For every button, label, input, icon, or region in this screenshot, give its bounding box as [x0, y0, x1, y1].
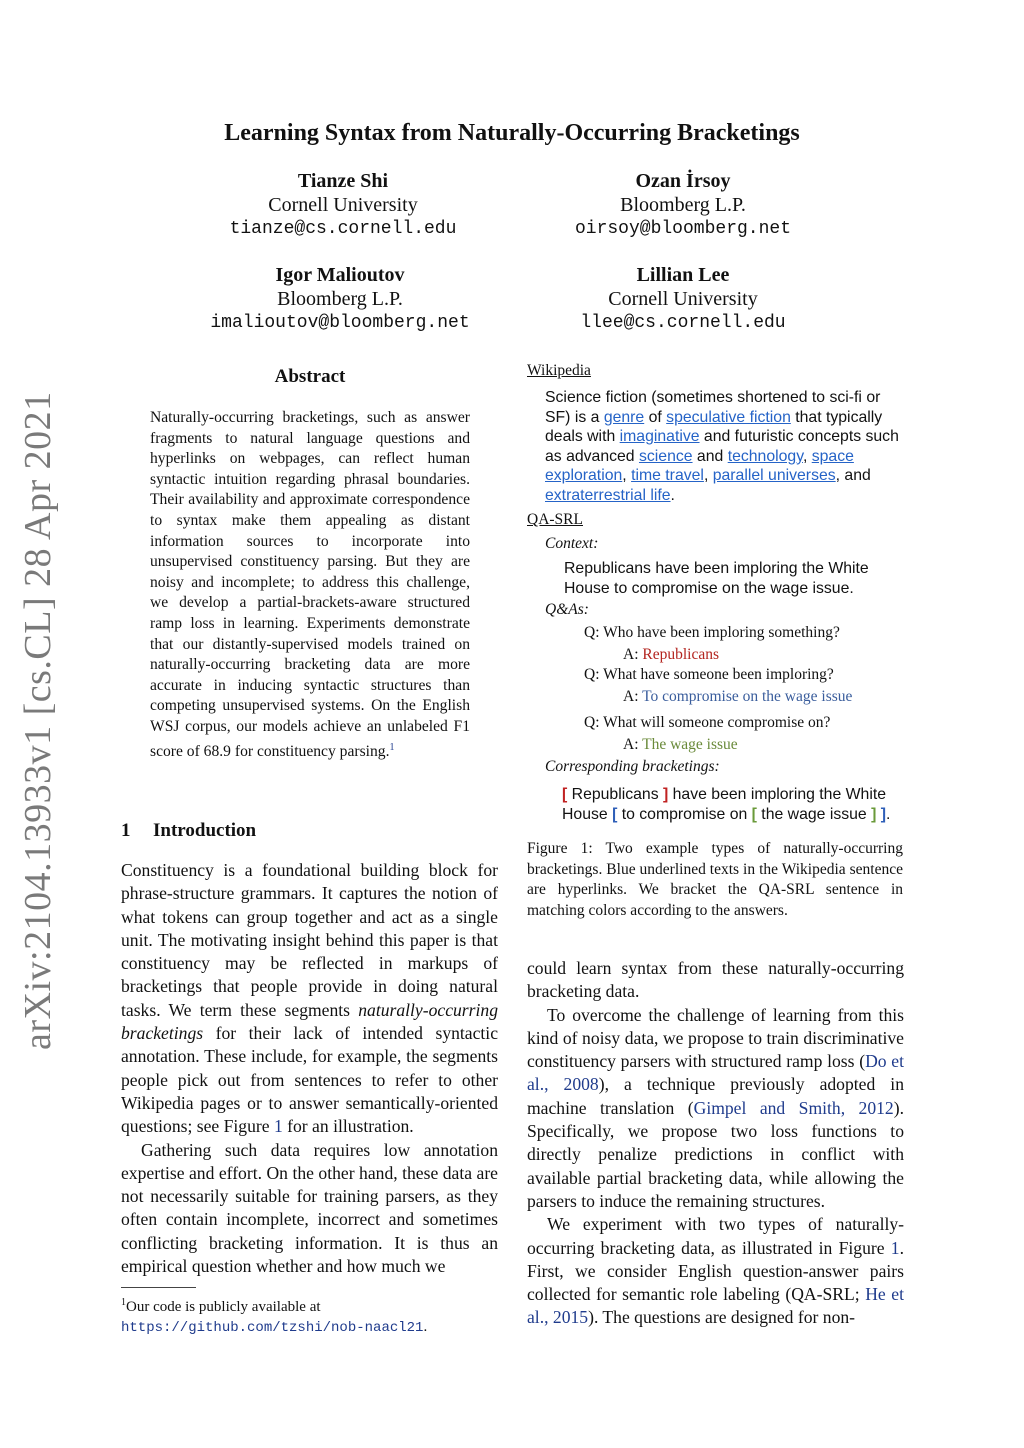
text-run: that typically deals with — [545, 408, 883, 445]
citation-do-2008[interactable]: Do et al., 2008 — [527, 1051, 904, 1095]
hyperlink-extraterrestrial-life[interactable]: extraterrestrial life — [545, 486, 671, 504]
qa-question-3: Q: What will someone compromise on? — [584, 714, 831, 731]
figure-wikipedia-label: Wikipedia — [527, 362, 591, 379]
abstract-text — [150, 408, 470, 762]
author-name: Ozan İrsoy — [635, 170, 731, 192]
author-name: Igor Malioutov — [275, 264, 405, 286]
author-email[interactable]: oirsoy@bloomberg.net — [574, 219, 792, 239]
author-affiliation: Bloomberg L.P. — [277, 288, 403, 310]
footnote-mark: 1 — [121, 1297, 126, 1308]
text-run: and — [692, 447, 728, 465]
paper-title: Learning Syntax from Naturally-Occurring Bracketings — [224, 120, 800, 146]
text-run: . — [670, 486, 675, 504]
section-title: Introduction — [153, 820, 257, 841]
author-block-2 — [503, 169, 863, 241]
paragraph — [527, 1213, 904, 1329]
footnote-text: Our code is publicly available at — [126, 1299, 321, 1315]
citation-gimpel-smith-2012[interactable]: Gimpel and Smith, 2012 — [693, 1097, 894, 1118]
intro-body — [121, 859, 498, 1278]
bracket-open-red: [ — [562, 786, 568, 803]
text-run: To overcome the challenge of learning from this kind of noisy data, we propose to train discriminative constituency parsers with structured ramp loss ( — [527, 1004, 904, 1072]
figure-qas-label: Q&As: — [545, 601, 589, 618]
text-run: ), a technique previously adopted in machine translation ( — [527, 1074, 904, 1118]
author-affiliation: Bloomberg L.P. — [620, 194, 746, 216]
answer-text: To compromise on the wage issue — [642, 688, 853, 705]
hyperlink-speculative-fiction[interactable]: speculative fiction — [666, 408, 791, 426]
qa-answer-2 — [623, 687, 852, 707]
text-run: the wage issue — [756, 805, 872, 823]
bracket-close-red: ] — [662, 786, 669, 803]
text-run: Republicans — [567, 786, 663, 803]
bracket-open-blue: [ — [612, 805, 618, 823]
figure-context-text: Republicans have been imploring the White House to compromise on the wage issue. — [564, 560, 869, 597]
answer-prefix: A: — [623, 646, 643, 663]
text-run: have been imploring the White House — [562, 786, 887, 823]
section-number: 1 — [121, 820, 131, 841]
figure-context-label: Context: — [545, 535, 599, 552]
footnote-end: . — [423, 1319, 428, 1335]
figure-caption: Figure 1: Two example types of naturally-occurring bracketings. Blue underlined texts in the Wikipedia sentence are hyperlinks. We bracket the QA-SRL sentence in matching colors according to the answers. — [527, 840, 903, 919]
footnote-divider — [121, 1287, 196, 1288]
author-email[interactable]: tianze@cs.cornell.edu — [229, 219, 457, 239]
figure-qasrl-label: QA-SRL — [527, 511, 583, 528]
answer-text: Republicans — [642, 646, 719, 663]
text-run: of — [644, 408, 667, 426]
text-run: , and — [835, 467, 871, 484]
figure-ref[interactable]: 1 — [273, 1116, 283, 1137]
hyperlink-parallel-universes[interactable]: parallel universes — [712, 467, 836, 484]
bracket-open-green: [ — [751, 805, 757, 823]
footnote — [121, 1293, 511, 1338]
hyperlink-science[interactable]: science — [638, 447, 693, 465]
text-run: ). Specifically, we propose two loss functions to directly penalize predictions in conflict with available partial bracketing data, while allowing the parsers to induce the remaining structures. — [527, 1097, 904, 1211]
hyperlink-time-travel[interactable]: time travel — [631, 467, 704, 484]
text-run: to compromise on — [617, 805, 752, 823]
bracket-close-blue: ] — [880, 805, 887, 823]
paragraph — [121, 859, 498, 1139]
hyperlink-space-exploration[interactable]: space exploration — [545, 447, 854, 484]
author-email[interactable]: llee@cs.cornell.edu — [580, 313, 786, 333]
answer-text: The wage issue — [642, 736, 738, 753]
text-run: and futuristic concepts such as advanced — [545, 428, 899, 465]
text-run: . First, we consider English question-answer pairs collected for semantic role labeling (QA-SRL; — [527, 1237, 904, 1305]
text-run: Science fiction (sometimes shortened to sci-fi or SF) is a — [545, 389, 881, 426]
paragraph — [527, 1004, 904, 1214]
qa-answer-1 — [623, 645, 719, 665]
text-run: We experiment with two types of naturally-occurring bracketing data, as illustrated in Figure — [527, 1214, 904, 1258]
arxiv-stamp: arXiv:2104.13933v1 [cs.CL] 28 Apr 2021 — [17, 391, 59, 1050]
author-email[interactable]: imalioutov@bloomberg.net — [210, 313, 470, 333]
qa-answer-3 — [623, 735, 738, 755]
text-run: , — [703, 467, 713, 484]
footnote-ref[interactable]: 1 — [389, 741, 395, 753]
author-affiliation: Cornell University — [608, 288, 758, 310]
paragraph: Gathering such data requires low annotation expertise and effort. On the other hand, these data are not necessarily suitable for training parsers, as they often contain incomplete, incorrect and sometimes conflicting bracketing information. It is thus an empirical question whether and how much we — [121, 1139, 498, 1277]
abstract-body-text: Naturally-occurring bracketings, such as answer fragments to natural language questions and hyperlinks on webpages, can reflect human syntactic intuition regarding phrasal boundaries. Their availability and approximate correspondence to syntax make them appealing as distant information sources to incorporate into unsupervised constituency parsing. But they are noisy and incomplete; to address this challenge, we develop a partial-brackets-aware structured ramp loss in learning. Experiments demonstrate that our distantly-supervised models trained on naturally-occurring bracketing data are more accurate in inducing syntactic structures than competing unsupervised systems. On the English WSJ corpus, our models achieve an unlabeled F1 score of 68.9 for constituency parsing. — [150, 409, 470, 760]
qa-question-1: Q: Who have been imploring something? — [584, 624, 840, 641]
section-heading-introduction — [121, 820, 256, 842]
hyperlink-imaginative[interactable]: imaginative — [619, 428, 700, 445]
abstract-heading: Abstract — [274, 366, 346, 387]
author-block-1 — [163, 169, 523, 241]
text-run: , — [802, 447, 812, 465]
figure-bracketed-sentence — [562, 785, 907, 824]
figure-brackets-label: Corresponding bracketings: — [545, 758, 720, 775]
author-block-4 — [503, 263, 863, 335]
text-run: ). The questions are designed for non- — [588, 1307, 856, 1328]
bracket-close-green: ] — [871, 805, 877, 823]
hyperlink-technology[interactable]: technology — [727, 447, 803, 465]
answer-prefix: A: — [623, 736, 643, 753]
paragraph: could learn syntax from these naturally-occurring bracketing data. — [527, 958, 904, 1002]
figure-ref[interactable]: 1 — [890, 1237, 900, 1258]
citation-he-2015[interactable]: He et al., 2015 — [527, 1284, 904, 1328]
text-run: for their lack of intended syntactic annotation. These include, for example, the segments people pick out from sentences to refer to other Wikipedia pages or to answer semantically-oriented questions; see Figure — [121, 1023, 498, 1137]
author-affiliation: Cornell University — [268, 194, 418, 216]
figure-wikipedia-text — [545, 388, 905, 505]
right-column-body — [527, 957, 904, 1330]
footnote-url[interactable]: https://github.com/tzshi/nob-naacl21 — [121, 1320, 424, 1336]
author-name: Tianze Shi — [297, 170, 389, 192]
author-block-3 — [160, 263, 520, 335]
qa-question-2: Q: What have someone been imploring? — [584, 666, 834, 683]
text-run: Constituency is a foundational building block for phrase-structure grammars. It captures the notion of what tokens can group together and act as a single unit. The motivating insight behind this paper is that constituency may be reflected in markups of bracketings that people provide in doing natural tasks. We term these segments — [121, 860, 498, 1020]
text-run: for an illustration. — [282, 1116, 414, 1137]
author-name: Lillian Lee — [636, 264, 730, 286]
text-run: , — [622, 467, 632, 484]
term-emphasis: naturally-occurring bracketings — [121, 999, 498, 1044]
text-run: . — [886, 805, 891, 823]
answer-prefix: A: — [623, 688, 643, 705]
hyperlink-genre[interactable]: genre — [603, 408, 645, 426]
